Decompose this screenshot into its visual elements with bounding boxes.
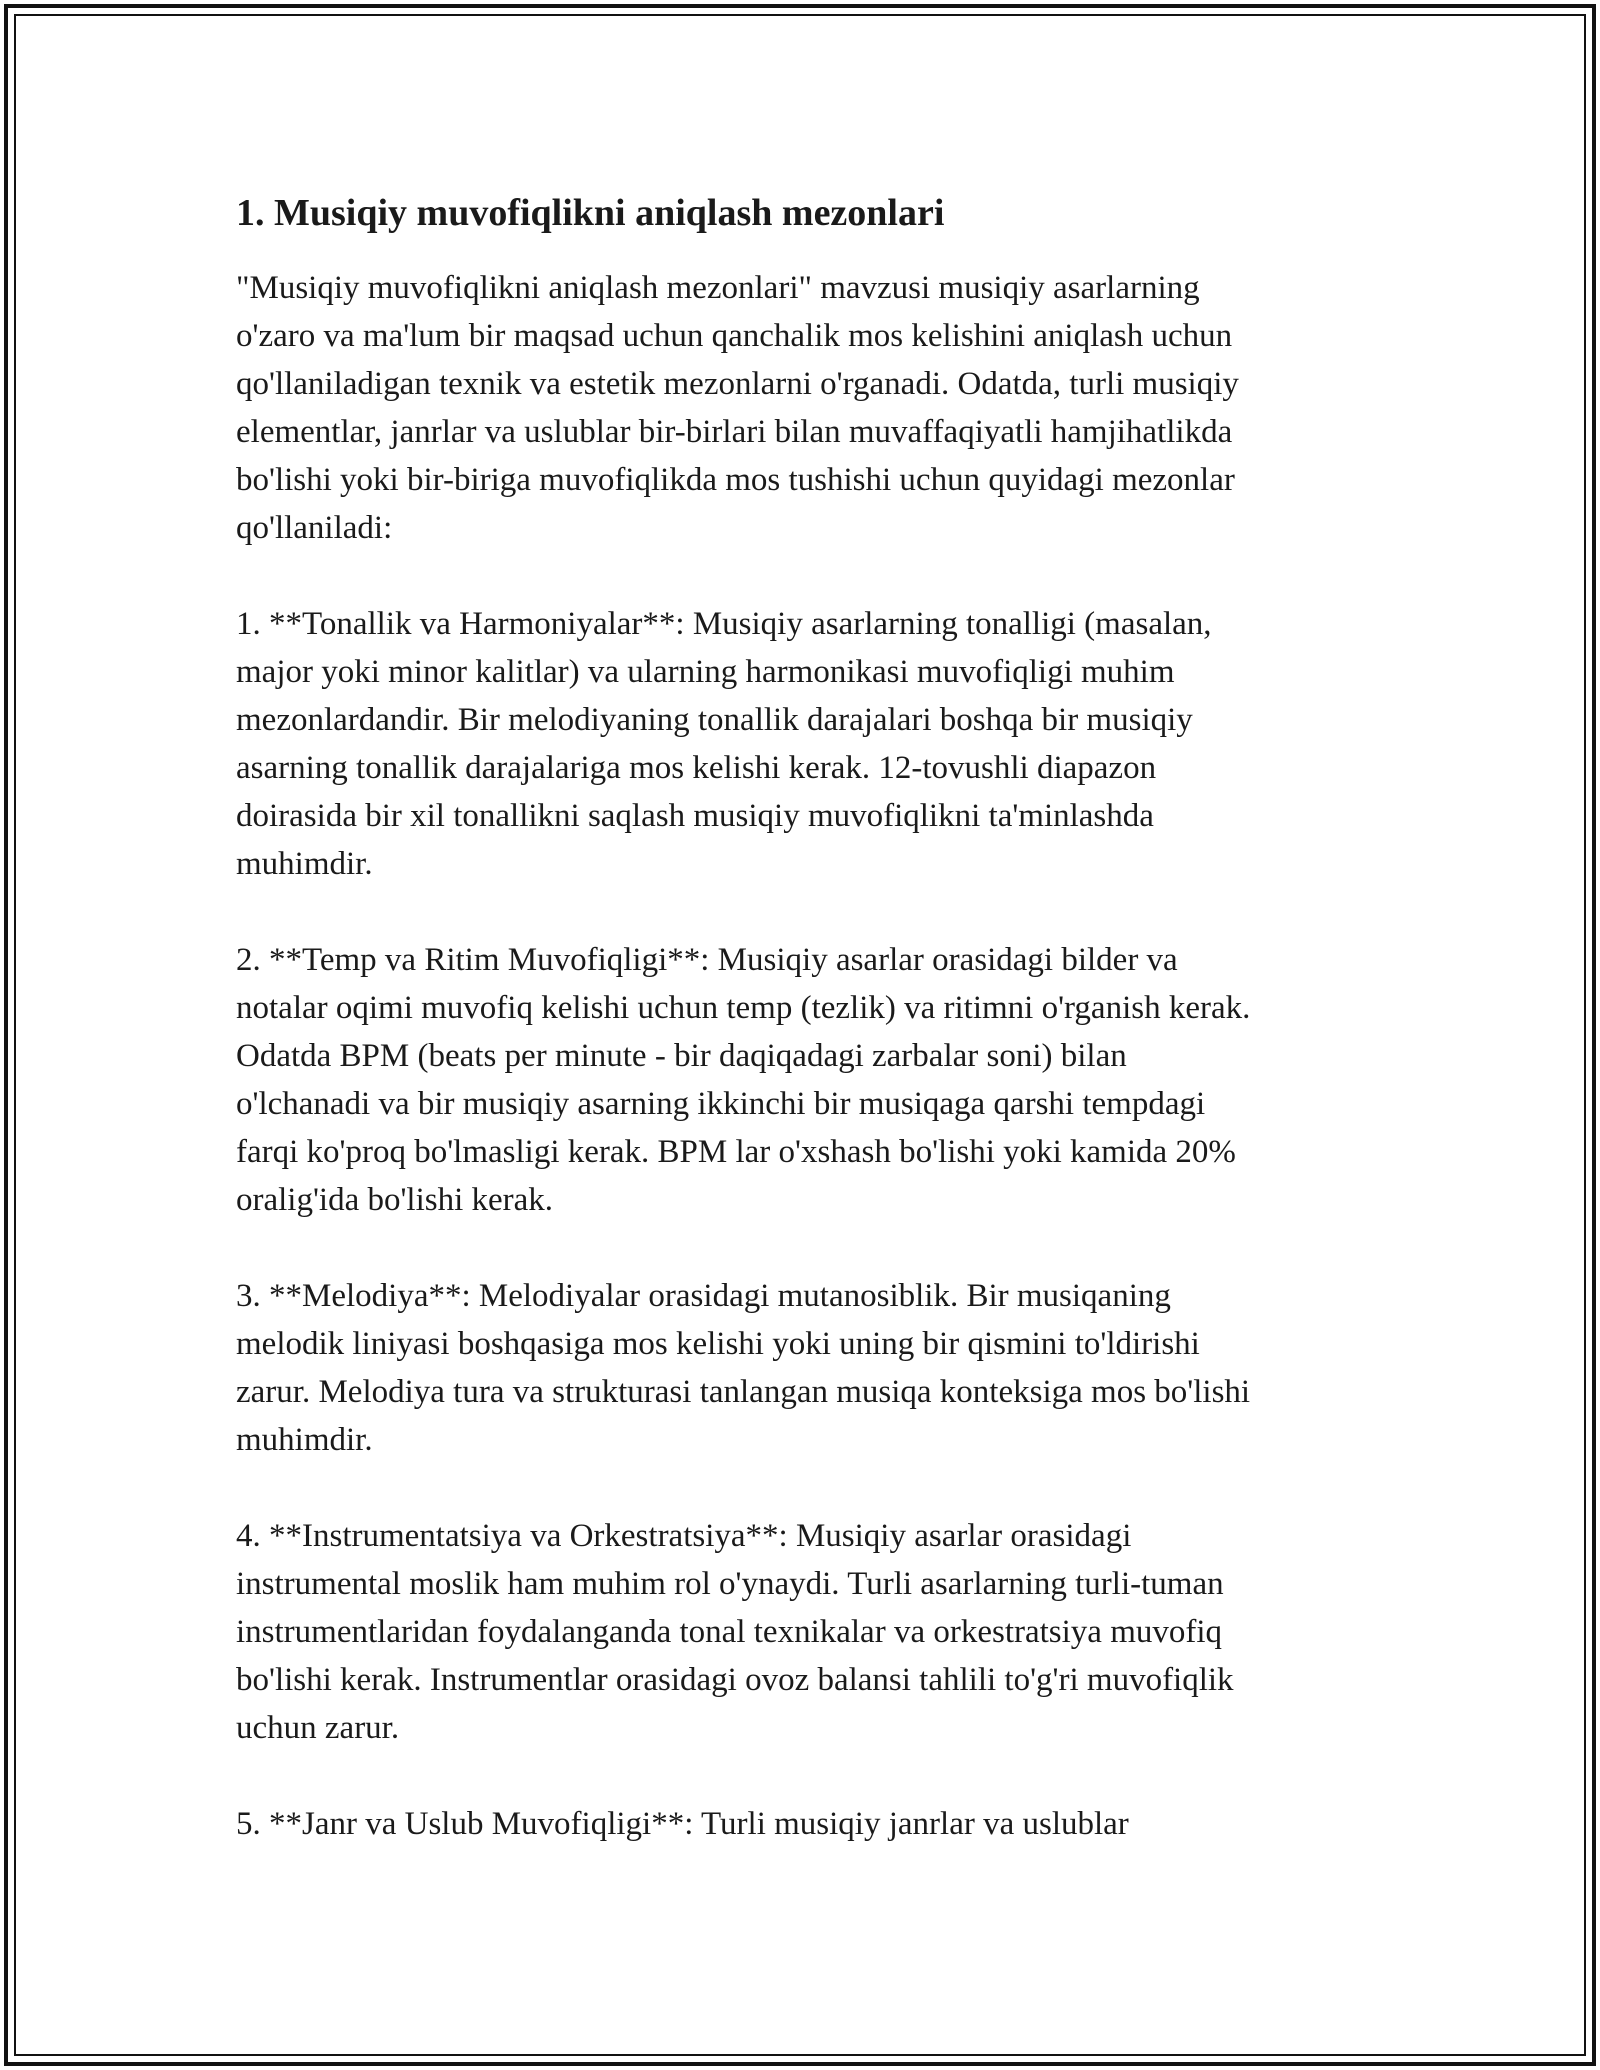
text-line: 4. **Instrumentatsiya va Orkestratsiya**: Musiqiy asarlar orasidagi	[236, 1518, 1132, 1554]
document-body	[236, 188, 1376, 1896]
text-line: 5. **Janr va Uslub Muvofiqligi**: Turli musiqiy janrlar va uslublar	[236, 1806, 1129, 1842]
text-line: o'zaro va ma'lum bir maqsad uchun qanchalik mos kelishini aniqlash uchun	[236, 318, 1233, 354]
text-line: mezonlardandir. Bir melodiyaning tonallik darajalari boshqa bir musiqiy	[236, 702, 1193, 738]
criterion-paragraph-1	[236, 600, 1376, 888]
text-line: uchun zarur.	[236, 1710, 400, 1746]
text-line: o'lchanadi va bir musiqiy asarning ikkinchi bir musiqaga qarshi tempdagi	[236, 1086, 1206, 1122]
intro-paragraph	[236, 264, 1376, 552]
text-line: "Musiqiy muvofiqlikni aniqlash mezonlari" mavzusi musiqiy asarlarning	[236, 270, 1200, 306]
criterion-paragraph-4	[236, 1512, 1376, 1752]
text-line: oralig'ida bo'lishi kerak.	[236, 1182, 554, 1218]
text-line: doirasida bir xil tonallikni saqlash musiqiy muvofiqlikni ta'minlashda	[236, 798, 1154, 834]
document-heading: 1. Musiqiy muvofiqlikni aniqlash mezonlari	[236, 192, 945, 234]
criterion-paragraph-3	[236, 1272, 1376, 1464]
text-line: asarning tonallik darajalariga mos kelishi kerak. 12-tovushli diapazon	[236, 750, 1157, 786]
text-line: elementlar, janrlar va uslublar bir-birlari bilan muvaffaqiyatli hamjihatlikda	[236, 414, 1233, 450]
text-line: bo'lishi yoki bir-biriga muvofiqlikda mos tushishi uchun quyidagi mezonlar	[236, 462, 1235, 498]
text-line: 2. **Temp va Ritim Muvofiqligi**: Musiqiy asarlar orasidagi bilder va	[236, 942, 1178, 978]
text-line: melodik liniyasi boshqasiga mos kelishi yoki uning bir qismini to'ldirishi	[236, 1326, 1200, 1362]
criterion-paragraph-5	[236, 1800, 1376, 1848]
text-line: zarur. Melodiya tura va strukturasi tanlangan musiqa konteksiga mos bo'lishi	[236, 1374, 1251, 1410]
text-line: qo'llaniladi:	[236, 510, 393, 546]
text-line: instrumental moslik ham muhim rol o'ynaydi. Turli asarlarning turli-tuman	[236, 1566, 1224, 1602]
text-line: 1. **Tonallik va Harmoniyalar**: Musiqiy asarlarning tonalligi (masalan,	[236, 606, 1212, 642]
text-line: muhimdir.	[236, 1422, 373, 1458]
text-line: qo'llaniladigan texnik va estetik mezonlarni o'rganadi. Odatda, turli musiqiy	[236, 366, 1239, 402]
text-line: major yoki minor kalitlar) va ularning harmonikasi muvofiqligi muhim	[236, 654, 1175, 690]
text-line: muhimdir.	[236, 846, 373, 882]
text-line: notalar oqimi muvofiq kelishi uchun temp (tezlik) va ritimni o'rganish kerak.	[236, 990, 1251, 1026]
text-line: farqi ko'proq bo'lmasligi kerak. BPM lar o'xshash bo'lishi yoki kamida 20%	[236, 1134, 1236, 1170]
criterion-paragraph-2	[236, 936, 1376, 1224]
text-line: instrumentlaridan foydalanganda tonal texnikalar va orkestratsiya muvofiq	[236, 1614, 1223, 1650]
text-line: 3. **Melodiya**: Melodiyalar orasidagi mutanosiblik. Bir musiqaning	[236, 1278, 1171, 1314]
text-line: Odatda BPM (beats per minute - bir daqiqadagi zarbalar soni) bilan	[236, 1038, 1127, 1074]
text-line: bo'lishi kerak. Instrumentlar orasidagi ovoz balansi tahlili to'g'ri muvofiqlik	[236, 1662, 1234, 1698]
